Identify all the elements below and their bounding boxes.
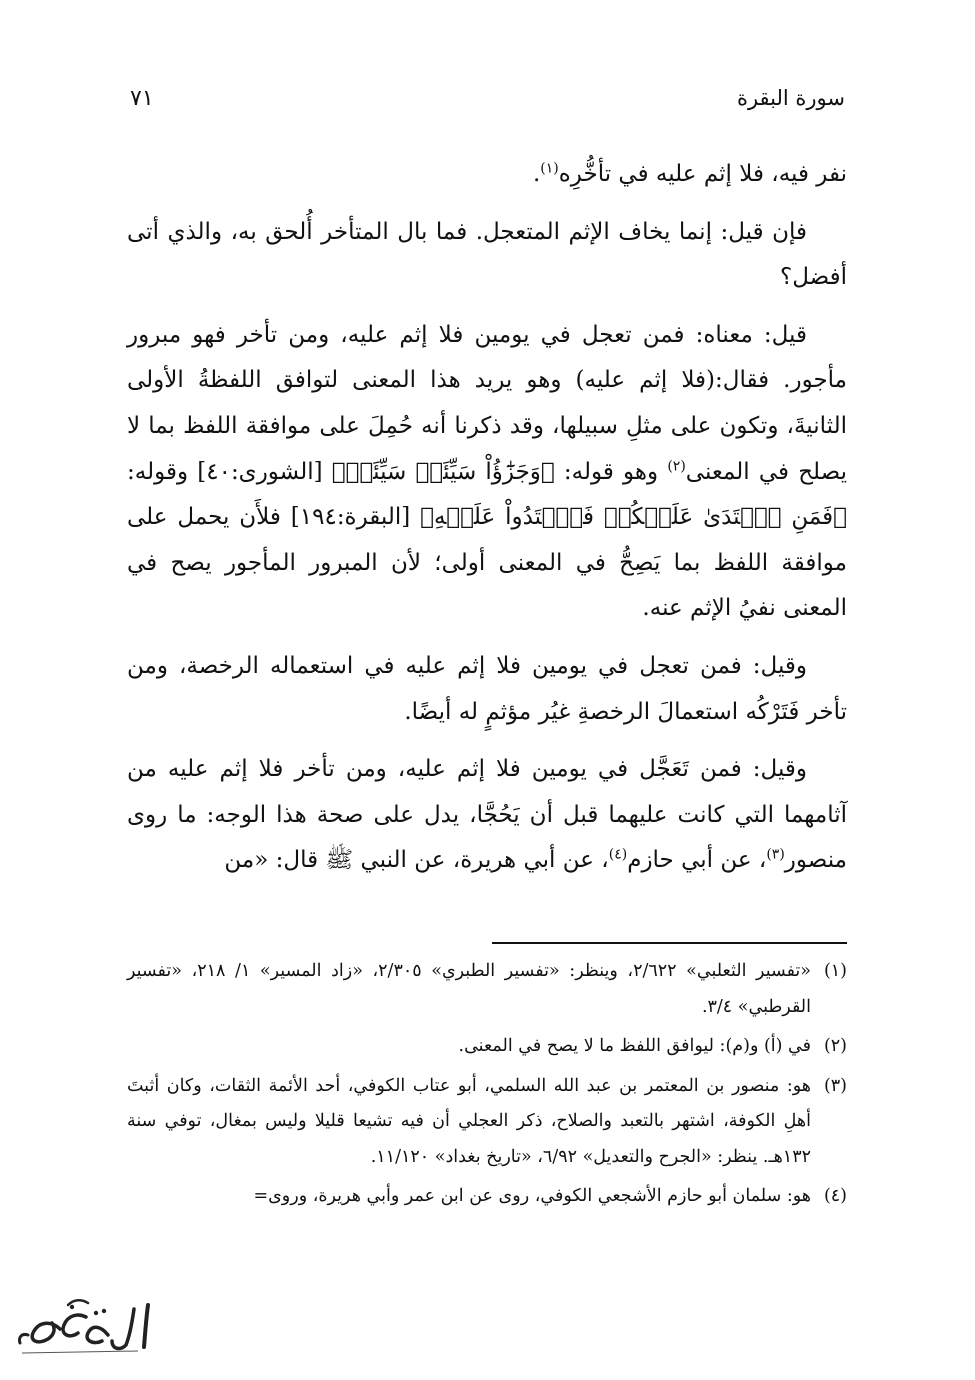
body-paragraph — [127, 152, 847, 198]
running-header — [130, 78, 845, 118]
footnotes — [127, 954, 847, 1219]
text-run: فإن قيل: إنما يخاف الإثم المتعجل. فما بال المتأخر أُلحق به، والذي أتى أفضل؟ — [127, 218, 847, 291]
body-paragraph — [127, 644, 847, 735]
text-run: وقيل: فمن تعجل في يومين فلا إثم عليه في استعماله الرخصة، ومن تأخر فَتَرْكُه استعمالَ الرخصةِ غيُر مؤثمٍ له أيضًا. — [127, 652, 847, 725]
footnote-text: هو: منصور بن المعتمر بن عبد الله السلمي، أبو عتاب الكوفي، أحد الأئمة الثقات، وكان أثبتَ أهلِ الكوفة، اشتهر بالتعبد والصلاح، ذكر العجلي أن فيه تشيعا قليلا وليس بمغال، توفي سنة ١٣٢هـ. ينظر: «الجرح والتعديل» ٦/٩٢، «تاريخ بغداد» ١١/١٢٠. — [127, 1075, 811, 1167]
text-run: نفر فيه، فلا إثم عليه في تأخُّرِه — [558, 161, 847, 187]
footnote-text: «تفسير الثعلبي» ٢/٦٢٢، وينظر: «تفسير الطبري» ٢/٣٠٥، «زاد المسير» ١/ ٢١٨، «تفسير القرطبي» ٣/٤. — [127, 961, 812, 1017]
footnote-item — [127, 954, 847, 1025]
footnote-reference: (٤) — [608, 846, 628, 863]
footnote-reference: (١) — [540, 160, 559, 177]
publisher-logo-icon — [8, 1295, 158, 1357]
footnote-divider — [492, 942, 847, 944]
text-run: ، عن أبي هريرة، عن النبي ﷺ قال: «من — [224, 847, 609, 874]
surah-name: سورة البقرة — [736, 86, 845, 110]
footnote-text: في (أ) و(م): ليوافق اللفظ ما لا يصح في المعنى. — [458, 1036, 811, 1056]
main-text — [127, 152, 847, 896]
footnote-item — [127, 1029, 847, 1065]
body-paragraph — [127, 210, 847, 301]
footnote-reference: (٣) — [766, 846, 785, 863]
text-run: . — [532, 161, 541, 187]
footnote-reference: (٢) — [667, 457, 686, 474]
body-paragraph — [127, 313, 847, 632]
footnote-item — [127, 1179, 847, 1215]
footnote-number: (٣) — [823, 1075, 847, 1096]
body-paragraph — [127, 747, 847, 884]
footnote-number: (١) — [823, 961, 847, 981]
page-number: ٧١ — [130, 85, 154, 111]
footnote-item — [127, 1069, 847, 1176]
footnote-number: (٢) — [823, 1036, 847, 1056]
text-run: وهو قوله: ﴿وَجَزَٰٓؤُاْ سَيِّئَةٖ سَيِّئَةٞ﴾ [الشورى:٤٠] وقوله: ﴿فَمَنِ ٱعۡتَدَىٰ عَلَيۡكُمۡ فَٱعۡتَدُواْ عَلَيۡهِ﴾ [البقرة:١٩٤] فلأَن يحمل على موافقة اللفظ بما يَصِحُّ في المعنى أولى؛ لأن المبرور المأجور يصح في المعنى نفيُ الإثم عنه. — [127, 458, 847, 622]
text-run: وقيل: فمن تَعَجَّل في يومين فلا إثم عليه، ومن تأخر فلا إثم عليه من آثامهما التي كانت عليهما قبل أن يَحُجَّا، يدل على صحة هذا الوجه: ما روى منصور — [127, 756, 847, 874]
footnote-number: (٤) — [823, 1186, 847, 1206]
text-run: ، عن أبي حازم — [627, 847, 767, 874]
text-run: قيل: معناه: فمن تعجل في يومين فلا إثم عليه، ومن تأخر فهو مبرور مأجور. فقال:(فلا إثم عليه) وهو يريد هذا المعنى لتوافق اللفظةُ الأولى الثانيةَ، وتكون على مثلِ سبيلها، وقد ذكرنا أنه حُمِلَ على موافقة اللفظ بما لا يصلح في المعنى — [127, 321, 847, 485]
footnote-text: هو: سلمان أبو حازم الأشجعي الكوفي، روى عن ابن عمر وأبي هريرة، وروى= — [253, 1186, 811, 1206]
